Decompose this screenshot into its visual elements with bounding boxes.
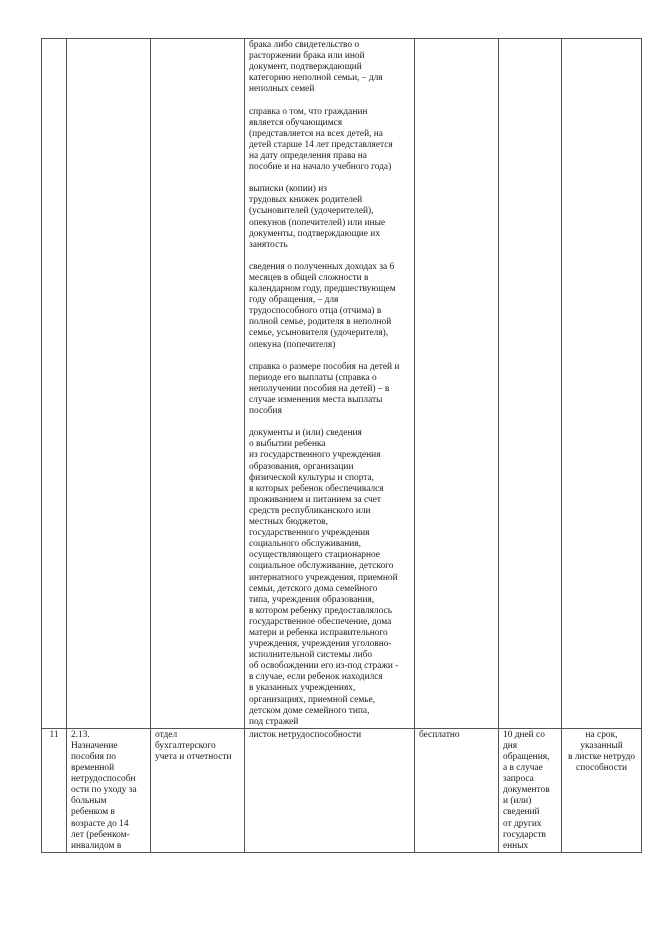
text-line: в которых ребенок обеспечивался — [249, 483, 384, 494]
responsible-body-cell — [151, 728, 245, 852]
text-line: справка о том, что гражданин — [249, 106, 368, 117]
document-paragraph — [249, 107, 410, 174]
validity-cell — [562, 39, 642, 729]
text-line: типа, учреждения образования, — [249, 594, 375, 605]
text-line: трудовых книжек родителей — [249, 195, 363, 206]
text-line: государственного учреждения — [249, 528, 370, 539]
text-line: пособия по — [71, 752, 116, 762]
documents-cell: листок нетрудоспособности — [245, 728, 415, 852]
text-line: 10 дней со — [503, 729, 545, 740]
text-line: осуществляющего стационарное — [249, 550, 380, 561]
text-line: организациях, приемной семье, — [249, 694, 376, 705]
document-paragraph — [249, 428, 410, 728]
document-paragraph — [249, 362, 410, 417]
text-line: на дату определения права на — [249, 150, 367, 161]
validity-cell — [562, 728, 642, 852]
text-line: средств республиканского или — [249, 505, 371, 516]
text-line: государственное обеспечение, дома — [249, 616, 392, 627]
text-line: временной — [71, 763, 115, 774]
text-line: пособие и на начало учебного года) — [249, 162, 392, 173]
document-paragraph — [249, 184, 410, 251]
text-line: и (или) — [503, 796, 532, 807]
text-line: способности — [576, 763, 627, 774]
text-line: расторжении брака или иной — [249, 51, 365, 62]
documents-cell — [245, 39, 415, 729]
text-line: документов — [503, 785, 550, 796]
text-line: нетрудоспособн — [71, 774, 136, 785]
text-line: справка о размере пособия на детей и — [249, 361, 400, 372]
text-line: 2.13. — [71, 729, 90, 740]
text-line: указанный — [580, 740, 623, 751]
row-number-cell — [42, 39, 67, 729]
text-line: а в случае — [503, 763, 543, 774]
text-line: енных — [503, 840, 529, 851]
text-line: ости по уходу за — [71, 785, 137, 796]
table-row — [42, 39, 642, 729]
text-line: под стражей — [249, 716, 299, 727]
text-line: месяцев в общей сложности в — [249, 272, 369, 283]
text-line: неполных семей — [249, 84, 315, 95]
text-line: периоде его выплаты (справка о — [249, 372, 377, 383]
row-number-cell: 11 — [42, 728, 67, 852]
text-line: семьи, детского дома семейного — [249, 583, 378, 594]
text-line: в случае, если ребенок находился — [249, 672, 383, 683]
text-line: больным — [71, 796, 107, 807]
table-row — [42, 728, 642, 852]
text-line: категорию неполной семьи, – для — [249, 73, 383, 84]
text-line: государств — [503, 829, 546, 840]
text-line: (представляется на всех детей, на — [249, 128, 383, 139]
text-line: о выбытии ребенка — [249, 439, 326, 450]
text-line: Назначение — [71, 740, 118, 751]
responsible-body-cell — [151, 39, 245, 729]
text-line: сведений — [503, 807, 540, 818]
text-line: опекуна (попечителя) — [249, 339, 336, 350]
text-line: пособия — [249, 406, 282, 417]
text-line: в котором ребенку предоставлялось — [249, 605, 392, 616]
procedure-name-cell — [67, 39, 151, 729]
document-paragraph — [249, 40, 410, 95]
text-line: инвалидом в — [71, 840, 122, 851]
text-line: социального обслуживания, — [249, 539, 361, 550]
text-line: (усыновителей (удочерителей), — [249, 206, 374, 217]
text-line: запроса — [503, 774, 534, 785]
text-line: календарном году, предшествующем — [249, 284, 396, 295]
text-line: лет (ребенком- — [71, 829, 130, 840]
fee-cell: бесплатно — [415, 728, 499, 852]
text-line: детей старше 14 лет представляется — [249, 139, 393, 150]
text-line: году обращения, – для — [249, 295, 339, 306]
text-line: из государственного учреждения — [249, 450, 381, 461]
text-line: обращения, — [503, 752, 550, 762]
text-line: в указанных учреждениях, — [249, 683, 356, 694]
text-line: матери и ребенка исправительного — [249, 627, 388, 638]
text-line: дня — [503, 740, 518, 751]
text-line: документ, подтверждающий — [249, 62, 362, 73]
text-line: социальное обслуживание, детского — [249, 561, 394, 572]
text-line: учреждения, учреждения уголовно- — [249, 639, 392, 650]
text-line: документы, подтверждающие их — [249, 228, 381, 239]
text-line: является обучающимся — [249, 117, 343, 128]
procedure-name-cell — [67, 728, 151, 852]
text-line: брака либо свидетельство о — [249, 40, 360, 50]
term-cell — [499, 39, 562, 729]
text-line: документы и (или) сведения — [249, 428, 362, 439]
document-paragraph — [249, 262, 410, 351]
text-line: возрасте до 14 — [71, 818, 129, 829]
term-cell — [499, 728, 562, 852]
text-line: исполнительной системы либо — [249, 650, 373, 661]
text-line: выписки (копии) из — [249, 184, 327, 195]
text-line: неполучении пособия на детей) – в — [249, 383, 390, 394]
text-line: бухгалтерского — [155, 740, 216, 751]
text-line: случае изменения места выплаты — [249, 395, 383, 405]
procedures-table — [41, 38, 642, 853]
text-line: проживанием и питанием за счет — [249, 494, 381, 505]
text-line: образования, организации — [249, 461, 354, 472]
text-line: физической культуры и спорта, — [249, 472, 374, 483]
text-line: трудоспособного отца (отчима) в — [249, 306, 382, 317]
text-line: сведения о полученных доходах за 6 — [249, 261, 395, 272]
text-line: на срок, — [585, 729, 618, 740]
text-line: отдел — [155, 729, 178, 740]
text-line: детском доме семейного типа, — [249, 705, 370, 716]
text-line: интернатного учреждения, приемной — [249, 572, 398, 583]
text-line: опекунов (попечителей) или иные — [249, 217, 386, 228]
text-line: местных бюджетов, — [249, 517, 328, 528]
text-line: в листке нетрудо — [567, 752, 636, 762]
text-line: учета и отчетности — [155, 752, 232, 762]
text-line: занятость — [249, 239, 288, 250]
text-line: об освобождении его из-под стражи - — [249, 661, 399, 672]
text-line: семье, усыновителя (удочерителя), — [249, 328, 389, 339]
text-line: ребенком в — [71, 807, 115, 818]
text-line: от других — [503, 818, 542, 829]
text-line: полной семье, родителя в неполной — [249, 317, 392, 328]
fee-cell — [415, 39, 499, 729]
